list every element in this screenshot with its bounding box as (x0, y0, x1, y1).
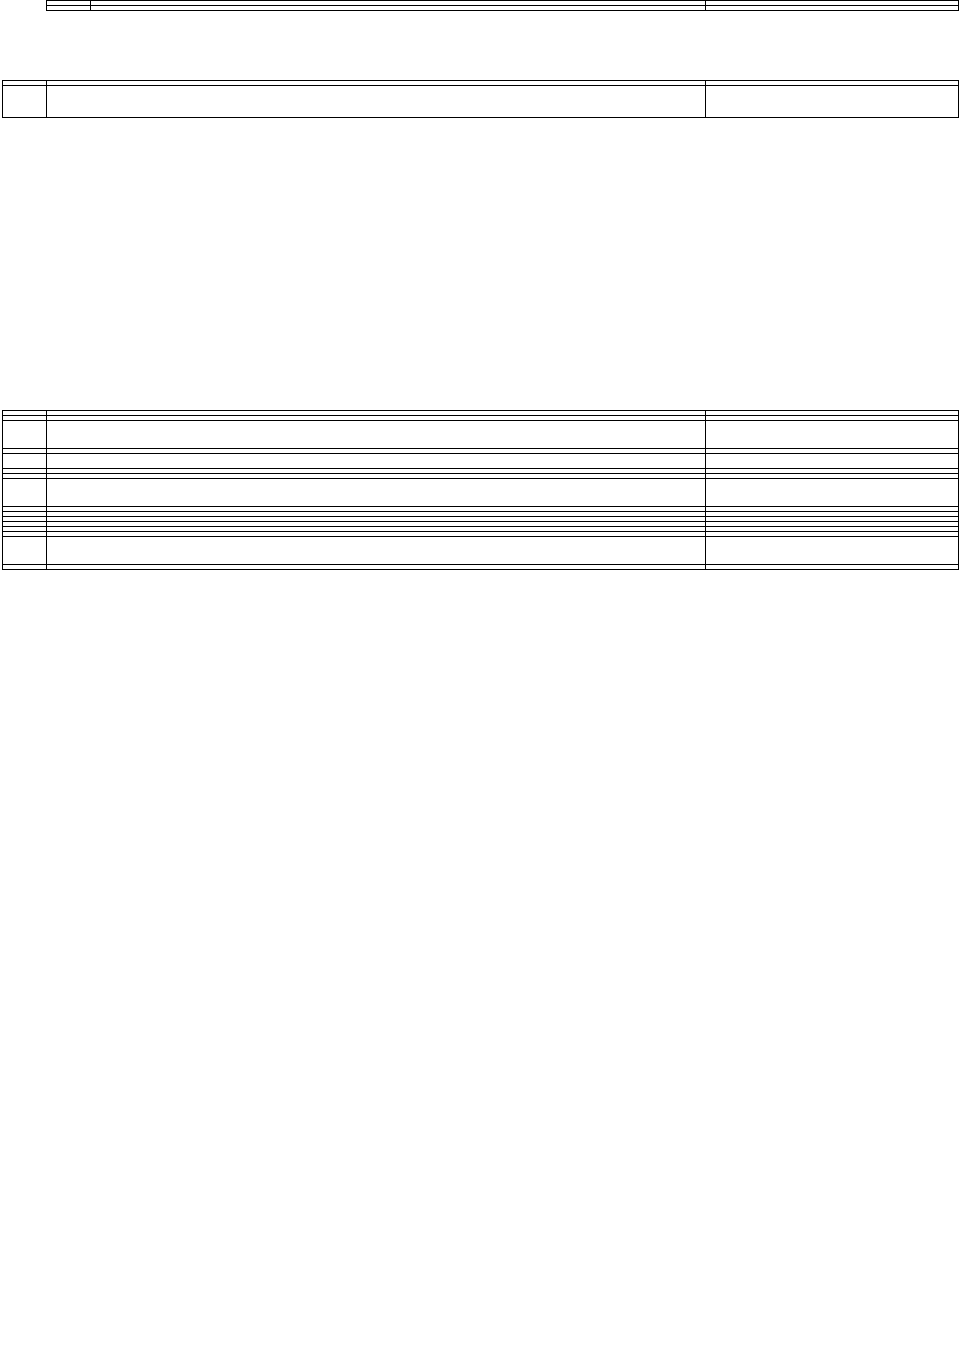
row-text (46, 479, 705, 507)
subrows-table (46, 0, 959, 11)
section-e-table (2, 80, 959, 118)
row-text (46, 421, 705, 449)
row-lp (3, 90, 47, 118)
row-fee (706, 537, 959, 565)
row-lp (3, 454, 47, 469)
subrow-fee (706, 6, 959, 11)
table-row (3, 421, 959, 449)
subrow-lp (47, 6, 91, 11)
section-f-table (2, 410, 959, 570)
row-text (46, 537, 705, 565)
row-fee (706, 90, 959, 118)
row-lp (3, 479, 47, 507)
subrow (47, 6, 959, 11)
subrow-text (90, 6, 705, 11)
table-row (3, 479, 959, 507)
row-fee (706, 421, 959, 449)
row-lp (3, 421, 47, 449)
row-text (46, 565, 705, 570)
table-row (3, 90, 959, 118)
row-fee (706, 454, 959, 469)
row-text (46, 454, 705, 469)
row-fee (706, 565, 959, 570)
row-fee (706, 479, 959, 507)
row-text (46, 90, 705, 118)
row-lp (3, 537, 47, 565)
table-row (3, 537, 959, 565)
table-row (3, 565, 959, 570)
table-row (3, 454, 959, 469)
row-lp (3, 565, 47, 570)
